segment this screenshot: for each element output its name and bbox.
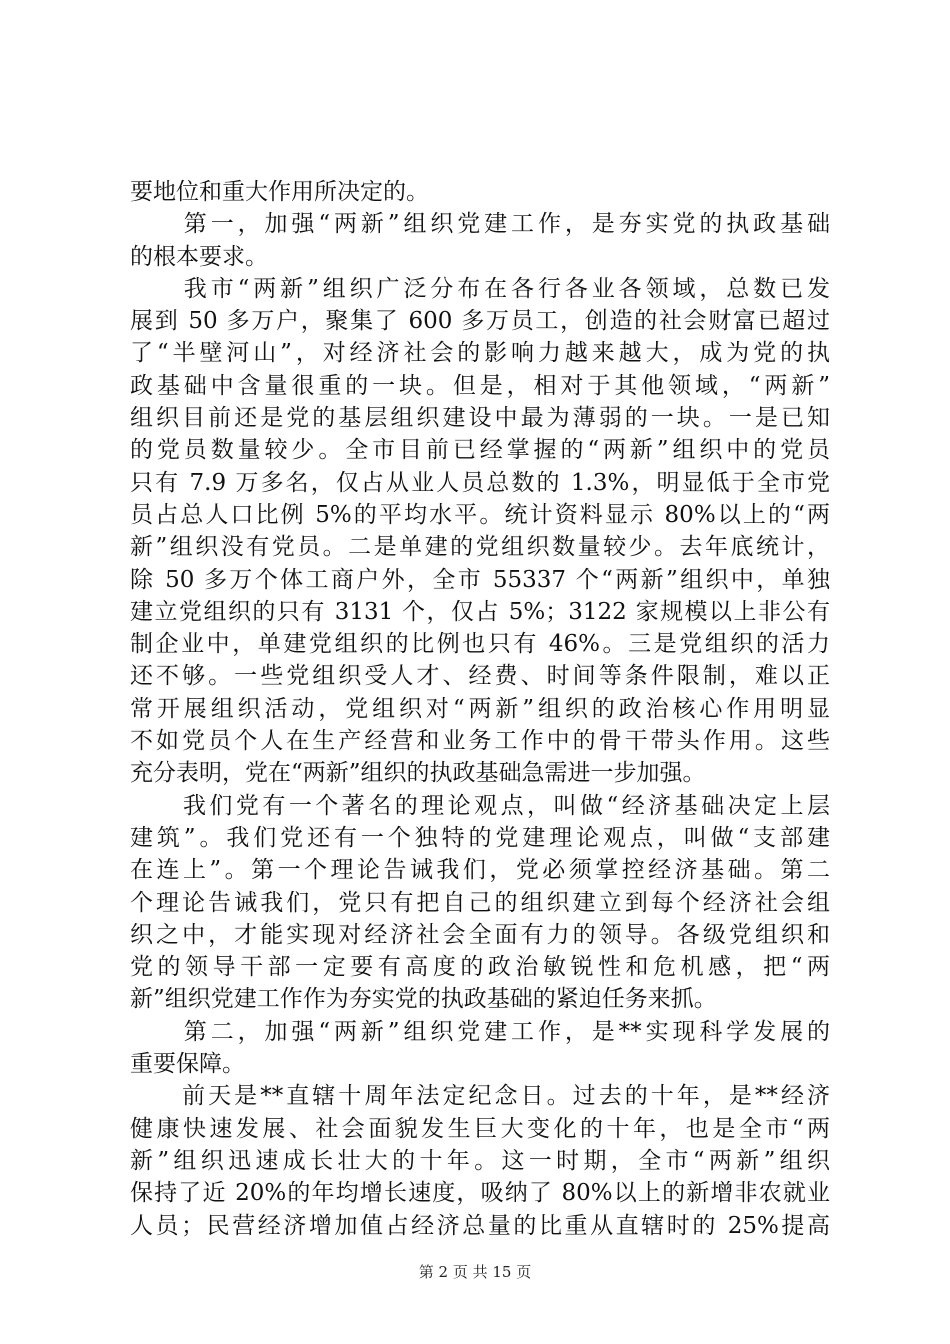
text-line: 健康快速发展、社会面貌发生巨大变化的十年，也是全市“两 bbox=[130, 1115, 830, 1142]
text-line: 制企业中，单建党组织的比例也只有 46%。三是党组织的活力 bbox=[130, 631, 830, 658]
text-line: 常开展组织活动，党组织对“两新”组织的政治核心作用明显 bbox=[130, 695, 830, 722]
text-line: 建立党组织的只有 3131 个，仅占 5%；3122 家规模以上非公有 bbox=[130, 598, 830, 625]
text-line: 我市“两新”组织广泛分布在各行各业各领域，总数已发 bbox=[130, 275, 830, 302]
text-line: 的根本要求。 bbox=[130, 243, 268, 270]
text-line: 只有 7.9 万多名，仅占从业人员总数的 1.3%，明显低于全市党 bbox=[130, 469, 830, 496]
text-line: 第二，加强“两新”组织党建工作，是**实现科学发展的 bbox=[130, 1018, 830, 1045]
text-line: 要地位和重大作用所决定的。 bbox=[130, 179, 429, 205]
page-footer: 第 2 页 共 15 页 bbox=[418, 1263, 532, 1281]
text-line: 了“半壁河山”，对经济社会的影响力越来越大，成为党的执 bbox=[130, 340, 830, 367]
text-line: 人员；民营经济增加值占经济总量的比重从直辖时的 25%提高 bbox=[130, 1212, 830, 1239]
text-line: 建筑”。我们党还有一个独特的党建理论观点，叫做“支部建 bbox=[130, 824, 830, 851]
text-line: 第一，加强“两新”组织党建工作，是夯实党的执政基础 bbox=[130, 211, 830, 238]
text-line: 前天是**直辖十周年法定纪念日。过去的十年，是**经济 bbox=[130, 1083, 830, 1110]
text-line: 我们党有一个著名的理论观点，叫做“经济基础决定上层 bbox=[130, 792, 830, 819]
text-line: 除 50 多万个体工商户外，全市 55337 个“两新”组织中，单独 bbox=[130, 566, 830, 593]
document-body bbox=[130, 176, 830, 1242]
text-line: 织之中，才能实现对经济社会全面有力的领导。各级党组织和 bbox=[130, 921, 830, 948]
text-line: 充分表明，党在“两新”组织的执政基础急需进一步加强。 bbox=[130, 760, 706, 787]
text-line: 新”组织党建工作作为夯实党的执政基础的紧迫任务来抓。 bbox=[130, 986, 717, 1013]
text-line: 还不够。一些党组织受人才、经费、时间等条件限制，难以正 bbox=[130, 663, 830, 690]
text-line: 员占总人口比例 5%的平均水平。统计资料显示 80%以上的“两 bbox=[130, 501, 830, 528]
text-line: 党的领导干部一定要有高度的政治敏锐性和危机感，把“两 bbox=[130, 954, 830, 981]
text-line: 新”组织没有党员。二是单建的党组织数量较少。去年底统计， bbox=[130, 534, 830, 561]
text-line: 保持了近 20%的年均增长速度，吸纳了 80%以上的新增非农就业 bbox=[130, 1180, 830, 1207]
text-line: 政基础中含量很重的一块。但是，相对于其他领域，“两新” bbox=[130, 372, 830, 399]
text-line: 重要保障。 bbox=[130, 1051, 245, 1078]
text-line: 个理论告诫我们，党只有把自己的组织建立到每个经济社会组 bbox=[130, 889, 830, 916]
text-line: 组织目前还是党的基层组织建设中最为薄弱的一块。一是已知 bbox=[130, 405, 830, 432]
text-line: 新”组织迅速成长壮大的十年。这一时期，全市“两新”组织 bbox=[130, 1147, 830, 1174]
text-line: 不如党员个人在生产经营和业务工作中的骨干带头作用。这些 bbox=[130, 728, 830, 755]
text-line: 展到 50 多万户，聚集了 600 多万员工，创造的社会财富已超过 bbox=[130, 308, 830, 335]
text-line: 在连上”。第一个理论告诫我们，党必须掌控经济基础。第二 bbox=[130, 857, 830, 884]
text-line: 的党员数量较少。全市目前已经掌握的“两新”组织中的党员 bbox=[130, 437, 830, 464]
